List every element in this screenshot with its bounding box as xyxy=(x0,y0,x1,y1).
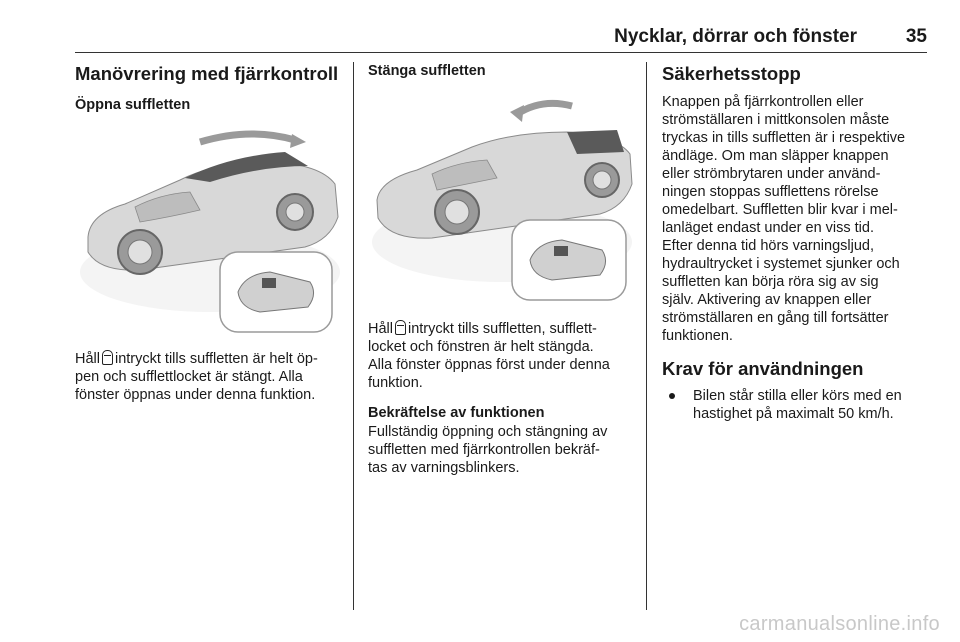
column-divider-right xyxy=(646,62,647,610)
text-line: Fullständig öppning och stängning av xyxy=(368,424,608,440)
text-line: intryckt tills suffletten är helt öp- xyxy=(114,351,318,367)
text-line: funktion. xyxy=(368,375,423,391)
text-line: Alla fönster öppnas först under denna xyxy=(368,357,610,373)
subsection-title-close: Stänga suffletten xyxy=(368,63,486,79)
text-line: fönster öppnas under denna funktion. xyxy=(75,387,316,403)
text-line: själv. Aktivering av knappen eller xyxy=(662,292,872,308)
text-line: Bilen står stilla eller körs med en xyxy=(693,388,902,404)
section-title-safety: Säkerhetsstopp xyxy=(662,63,801,84)
text-line: suffletten kan börja röra sig av sig xyxy=(662,274,879,290)
car-open-illustration xyxy=(80,122,340,334)
subsection-title-open: Öppna suffletten xyxy=(75,97,191,113)
paragraph-close xyxy=(368,320,634,477)
column-safety-stop xyxy=(662,62,928,423)
column-divider-left xyxy=(353,62,354,610)
text-line: omedelbart. Suffletten blir kvar i mel- xyxy=(662,202,898,218)
list-item xyxy=(662,387,928,423)
soft-top-close-icon xyxy=(395,320,406,335)
text-line: locket och fönstren är helt stängda. xyxy=(368,339,594,355)
soft-top-open-icon xyxy=(102,350,113,365)
text-line: suffletten med fjärrkontrollen bekräf- xyxy=(368,442,600,458)
text-line: Efter denna tid hörs varningsljud, xyxy=(662,238,874,254)
car-close-illustration xyxy=(372,92,634,304)
text-line: Knappen på fjärrkontrollen eller xyxy=(662,94,864,110)
requirements-list xyxy=(662,387,928,423)
text-line: tas av varningsblinkers. xyxy=(368,460,520,476)
text-line: ändläge. Om man släpper knappen xyxy=(662,148,889,164)
illustration-close-top xyxy=(372,92,634,304)
text-line: tryckas in tills suffletten är i respektive xyxy=(662,130,906,146)
page-header xyxy=(75,22,927,53)
hold-text: Håll xyxy=(368,321,393,337)
text-line: strömställaren en gång till fortsätter xyxy=(662,310,889,326)
text-line: eller strömbrytaren under använd- xyxy=(662,166,881,182)
text-line: ningen stoppas sufflettens rörelse xyxy=(662,184,879,200)
column-remote-close xyxy=(368,62,634,81)
text-line: strömställaren i mittkonsolen måste xyxy=(662,112,890,128)
paragraph-safety xyxy=(662,93,928,345)
text-line: lanläget endast under en viss tid. xyxy=(662,220,874,236)
column-remote-open xyxy=(75,62,341,115)
hold-text: Håll xyxy=(75,351,100,367)
text-line: intryckt tills suffletten, sufflett- xyxy=(407,321,597,337)
section-title-remote: Manövrering med fjärrkontroll xyxy=(75,63,339,84)
section-title-requirements: Krav för användningen xyxy=(662,358,864,379)
text-line: funktionen. xyxy=(662,328,733,344)
page-number: 35 xyxy=(905,26,927,47)
paragraph-open xyxy=(75,350,341,404)
watermark: carmanualsonline.info xyxy=(739,613,940,635)
chapter-title: Nycklar, dörrar och fönster xyxy=(614,26,857,47)
text-line: hastighet på maximalt 50 km/h. xyxy=(693,406,894,422)
text-line: hydraultrycket i systemet sjunker och xyxy=(662,256,900,272)
text-line: pen och sufflettlocket är stängt. Alla xyxy=(75,369,303,385)
subsection-title-confirm: Bekräftelse av funktionen xyxy=(368,405,545,421)
illustration-open-top xyxy=(80,122,340,334)
